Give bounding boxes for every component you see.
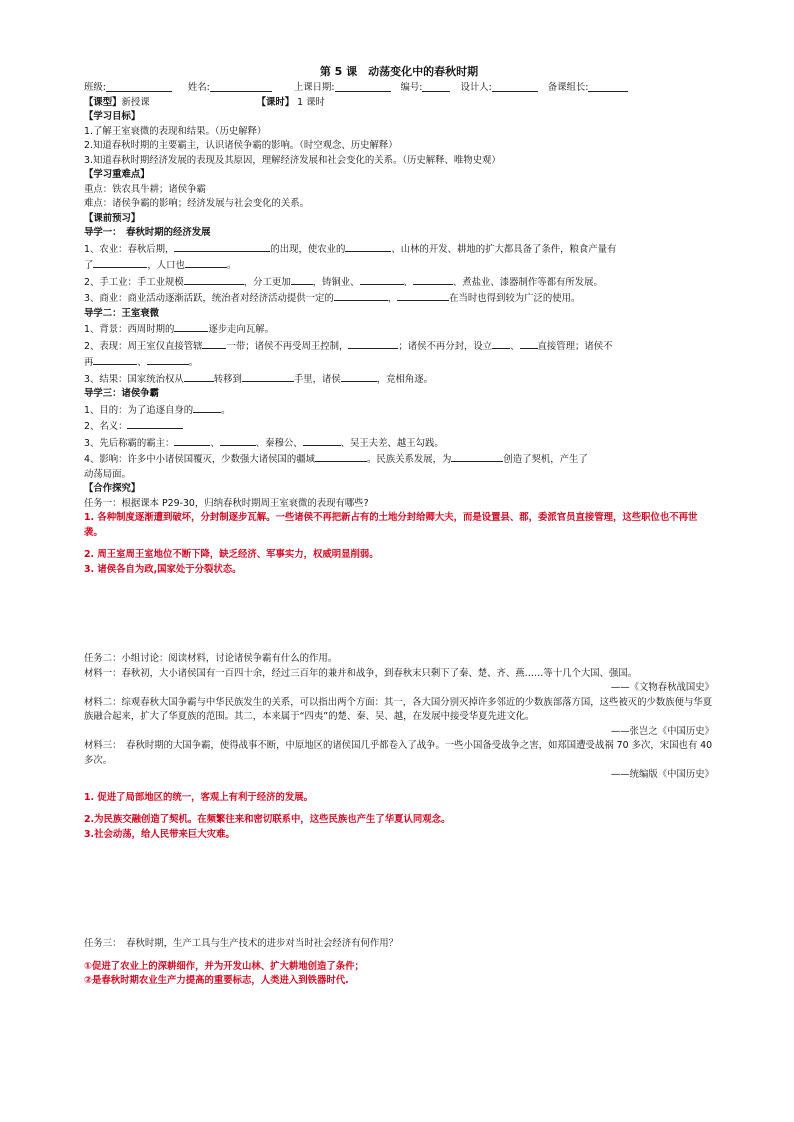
task2-question: 任务二：小组讨论：阅读材料，讨论诸侯争霸有什么的作用。 — [84, 653, 338, 664]
guide3-line4: 4、影响：许多中小诸侯国覆灭，少数强大诸侯国的疆域 。民族关系发展，为 创造了契机，产生了 — [84, 451, 714, 468]
fill-blank[interactable] — [291, 274, 313, 285]
worksheet — [84, 64, 714, 989]
name-label: 姓名: — [187, 82, 210, 93]
fill-blank[interactable] — [185, 257, 227, 268]
preview-heading: 【课前预习】 — [84, 212, 141, 224]
fill-blank[interactable] — [334, 290, 388, 301]
task2-answer-1: 1. 促进了局部地区的统一，客观上有利于经济的发展。 — [84, 791, 313, 803]
keypoint-important: 重点：铁农具牛耕；诸侯争霸 — [84, 183, 206, 195]
guide3-line5: 动荡局面。 — [84, 468, 131, 480]
task2-material-2: 材料二：综观春秋大国争霸与中华民族发生的关系，可以指出两个方面：其一，各大国分别灭掉许多邻近的少数族部落方国，这些被灭的少数族便与华夏族融合起来，扩大了华夏族的范围。其二，本来属于“四夷”的楚、秦、吴、越，在发展中接受华夏先进文化。 — [84, 696, 713, 722]
fill-blank[interactable] — [174, 321, 208, 332]
fill-blank[interactable] — [93, 354, 137, 365]
fill-blank[interactable] — [451, 451, 503, 462]
task2-answer-3: 3.社会动荡，给人民带来巨大灾难。 — [84, 828, 235, 840]
objective-item: 1.了解王室衰微的表现和结果。（历史解释） — [84, 125, 267, 137]
header-info-row — [84, 81, 714, 96]
task1-answer-2: 2. 周王室周王室地位不断下降，缺乏经济、军事实力，权威明显削弱。 — [84, 549, 379, 560]
fill-blank[interactable] — [127, 418, 183, 429]
date-blank[interactable] — [335, 81, 391, 92]
fill-blank[interactable] — [315, 451, 367, 462]
name-blank[interactable] — [210, 81, 272, 92]
designer-label: 设计人: — [460, 82, 492, 93]
fill-blank[interactable] — [174, 435, 210, 446]
leader-label: 备课组长: — [547, 82, 589, 93]
guide1-line3: 2、手工业：手工业规模 ，分工更加 ，铸铜业、 、 、煮盐业、漆器制作等都有所发展。 — [84, 274, 714, 291]
page-title: 第 5 课 动荡变化中的春秋时期 — [319, 65, 479, 78]
task3-question: 任务三： 春秋时期，生产工具与生产技术的进步对当时社会经济有何作用？ — [84, 938, 399, 949]
task1-answer-3: 3. 诸侯各自为政,国家处于分裂状态。 — [84, 563, 242, 575]
fill-blank[interactable] — [413, 274, 453, 285]
explore-heading: 【合作探究】 — [84, 483, 141, 494]
keypoint-difficult: 难点：诸侯争霸的影响；经济发展与社会变化的关系。 — [84, 198, 310, 209]
fill-blank[interactable] — [93, 257, 147, 268]
task1-answer-1: 1. 各种制度逐渐遭到破坏，分封制逐步瓦解。一些诸侯不再把新占有的土地分封给卿大夫，而是设置县、郡，委派官员直接管理，这些职位也不再世袭。 — [84, 512, 698, 538]
fill-blank[interactable] — [341, 371, 377, 382]
task2-answer-2: 2.为民族交融创造了契机。在频繁往来和密切联系中，这些民族也产生了华夏认同观念。 — [84, 814, 451, 825]
guide3-line1: 1、目的：为了追逐自身的 。 — [84, 402, 714, 419]
fill-blank[interactable] — [174, 241, 270, 252]
keypoints-heading: 【学习重难点】 — [84, 169, 150, 180]
guide1-line4: 3、商业：商业活动逐渐活跃，统治者对经济活动提供一定的 ， 在当时也得到较为广泛的使用。 — [84, 290, 714, 307]
task2-source-2: ——张岂之《中国历史》 — [610, 725, 714, 737]
task2-source-3: ——统编版《中国历史》 — [610, 769, 714, 780]
class-blank[interactable] — [106, 81, 172, 92]
fill-blank[interactable] — [303, 435, 341, 446]
guide3-line2: 2、名义： — [84, 418, 714, 435]
number-blank[interactable] — [422, 81, 450, 92]
class-label: 班级: — [84, 82, 106, 93]
fill-blank[interactable] — [242, 371, 294, 382]
guide2-line2: 2、表现：周王室仅直接管辖 一带；诸侯不再受周王控制， ；诸侯不再分封，设立 、 直接管理；诸侯不 — [84, 338, 714, 355]
number-label: 编号: — [400, 82, 423, 93]
fill-blank[interactable] — [397, 290, 449, 301]
fill-blank[interactable] — [492, 338, 510, 349]
fill-blank[interactable] — [345, 241, 391, 252]
guide3-heading: 导学三：诸侯争霸 — [84, 388, 160, 399]
leader-blank[interactable] — [588, 81, 628, 92]
guide2-line1: 1、背景：西周时期的 逐步走向瓦解。 — [84, 321, 714, 338]
guide3-line3: 3、先后称霸的霸主： 、 、秦穆公、 、吴王夫差、越王勾践。 — [84, 435, 714, 452]
lesson-info: 【课型】新授课 【课时】 1 课时 — [84, 96, 325, 108]
designer-blank[interactable] — [492, 81, 538, 92]
task2-material-1: 材料一：春秋初，大小诸侯国有一百四十余，经过三百年的兼并和战争，到春秋末只剩下了秦、楚、齐、燕……等十几个大国、强国。 — [84, 667, 638, 679]
fill-blank[interactable] — [147, 354, 189, 365]
objectives-heading: 【学习目标】 — [84, 111, 141, 122]
fill-blank[interactable] — [360, 274, 404, 285]
guide1-line1: 1、农业：春秋后期， 的出现，使农业的 、山林的开发、耕地的扩大都具备了条件，粮食产量有 — [84, 241, 714, 258]
fill-blank[interactable] — [220, 435, 256, 446]
guide2-heading: 导学二：王室衰微 — [84, 307, 160, 319]
objective-item: 2.知道春秋时期的主要霸主，认识诸侯争霸的影响。（时空观念、历史解释） — [84, 140, 398, 151]
task2-source-1: ——《文物春秋战国史》 — [610, 682, 714, 693]
date-label: 上课日期: — [293, 82, 335, 93]
fill-blank[interactable] — [184, 274, 244, 285]
guide1-line2: 了 ，人口也 。 — [84, 257, 714, 274]
fill-blank[interactable] — [184, 371, 214, 382]
objective-item: 3.知道春秋时期经济发展的表现及其原因，理解经济发展和社会变化的关系。（历史解释、唯物史观） — [84, 154, 501, 166]
fill-blank[interactable] — [202, 338, 226, 349]
fill-blank[interactable] — [520, 338, 538, 349]
guide1-heading: 导学一： 春秋时期的经济发展 — [84, 227, 211, 238]
fill-blank[interactable] — [193, 402, 221, 413]
guide2-line3: 再 、 。 — [84, 354, 714, 371]
task1-question: 任务一：根据课本 P29-30，归纳春秋时期周王室衰微的表现有哪些? — [84, 497, 369, 509]
task3-answer-2: ②是春秋时期农业生产力提高的重要标志，人类进入到铁器时代. — [84, 975, 349, 986]
fill-blank[interactable] — [348, 338, 398, 349]
task2-material-3: 材料三： 春秋时期的大国争霸，使得战事不断，中原地区的诸侯国几乎都卷入了战争。一些小国备受战争之害，如郑国遭受战祸 70 多次，宋国也有 40 多次。 — [84, 740, 713, 766]
task3-answer-1: ①促进了农业上的深耕细作，并为开发山林、扩大耕地创造了条件； — [84, 960, 364, 972]
guide2-line4: 3、结果：国家统治权从 转移到 手里，诸侯 ，竞相角逐。 — [84, 371, 714, 388]
